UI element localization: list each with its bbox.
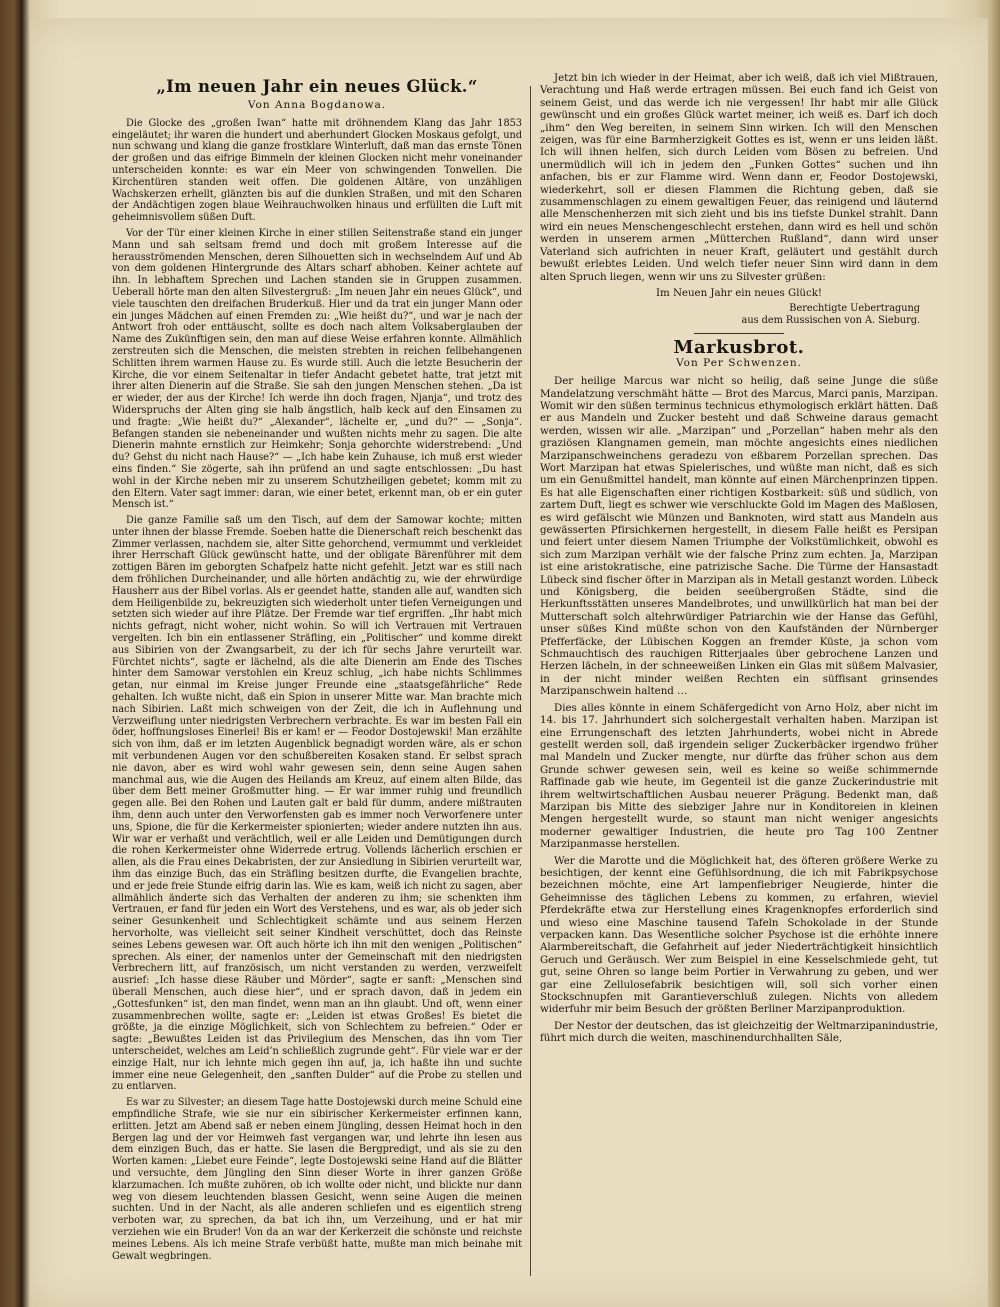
newspaper-page — [30, 18, 988, 1307]
article-paragraph: Der heilige Marcus war nicht so heilig, daß seine Junge die süße Mandelatzung verschmäht hätte — Brot des Marcus, Marci panis, Marzipan. Womit wir den süßen terminus technicus ethymologisch erklärt hätten. Daß er aus Mandeln und Zucker besteht und daß Schweine daraus gemacht werden, wissen wir alle. „Marzipan“ und „Porzellan“ haben mehr als den graziösen Klangnamen gemein, man möchte angesichts eines niedlichen Marzipanschweinchens geradezu von eßbarem Porzellan sprechen. Das Wort Marzipan hat etwas Spielerisches, und wüßte man nicht, daß es sich um ein Genußmittel handelt, man könnte auf einen Märchenprinzen tippen. Es hat alle Eigenschaften einer richtigen Kostbarkeit: süß und südlich, von zartem Duft, liegt es schwer wie verschluckte Gold im Magen des Maßlosen, es wird gefälscht wie Münzen und Banknoten, wird statt aus Mandeln aus gewässerten Pfirsichkernen hergestellt, in diesem Falle heißt es Persipan und feiert unter diesem Namen Triumphe der Volkstümlichkeit, obwohl es sich zum Marzipan verhält wie der falsche Prinz zum echten. Ja, Marzipan ist eine aristokratische, eine patrizische Sache. Die Türme der Hansastadt Lübeck sind fischer öfter in Marzipan als in Metall gestanzt worden. Lübeck und Königsberg, die beiden seeübergroßen Städte, sind die Herkunftsstätten unseres Mandelbrotes, und unwillkürlich hat man bei der Mutterschaft solch altehrwürdiger Patriarchin wie der Hanse das Gefühl, unser süßes Kind müßte schon von den Kaufständen der Nürnberger Pfefferfäcke, der Lübischen Koggen an fremder Küste, ja schon vom Schmauchtisch des rauchigen Ritterjaales über gebrochene Lanzen und Herzen lächeln, in der schneeweißen Linken ein Glas mit süßem Malvasier, in der nicht minder weißen Rechten ein süffisant grinsendes Marzipanschwein haltend … — [540, 375, 938, 698]
article-paragraph: Vor der Tür einer kleinen Kirche in einer stillen Seitenstraße stand ein junger Mann und sah seltsam fremd und doch mit großem Interesse auf die herausströmenden Menschen, deren Silhouetten sich in wechselndem Auf und Ab von dem goldenen Hintergrunde des Altars scharf abhoben. Keiner achtete auf ihn. In lebhaftem Sprechen und Lachen standen sie in Gruppen zusammen. Ueberall hörte man den alten Silvestergruß: „Im neuen Jahr ein neues Glück“, und viele tauschten den dreifachen Bruderkuß. Hier und da trat ein junger Mann oder ein junges Mädchen auf einen Fremden zu: „Wie heißt du?“, und war je nach der Antwort froh oder enttäuscht, sollte es doch nach altem Volksaberglauben der Name des Zukünftigen sein, den man auf diese Weise erfahren konnte. Allmählich zerstreuten sich die Menschen, die meisten strebten in reichen fellbehangenen Schlitten ihrem warmen Hause zu. Es wurde still. Auch die letzte Besucherin der Kirche, die vor einem Seitenaltar in tiefer Andacht gebetet hatte, trat jetzt mit ihrer alten Dienerin auf die Straße. Sie sah den jungen Menschen stehen. „Da ist er wieder, der aus der Kirche! Ich werde ihn doch fragen, Njanja“, und trotz des Widerspruchs der Alten ging sie halb ängstlich, halb keck auf den Einsamen zu und fragte: „Wie heißt du?“ „Alexander“, lächelte er, „und du?“ — „Sonja“. Befangen standen sie nebeneinander und wußten nichts mehr zu sagen. Die alte Dienerin mahnte ernstlich zur Heimkehr; Sonja gehorchte widerstrebend: „Und du? Gehst du nicht nach Hause?“ — „Ich habe kein Zuhause, ich muß erst wieder eins finden.“ Sie zögerte, sah ihn prüfend an und sagte entschlossen: „Du hast wohl in der Kirche neben mir zu unserem Schutzheiligen gebetet; komm mit zu den Eltern. Vater sagt immer: daran, wie einer betet, erkennt man, ob er ein guter Mensch ist.“ — [112, 227, 522, 511]
article-paragraph: Dies alles könnte in einem Schäfergedicht von Arno Holz, aber nicht im 14. bis 17. Jahrhundert sich solchergestalt verhalten haben. Marzipan ist eine Errungenschaft des letzten Jahrhunderts, wobei nicht in Abrede gestellt werden soll, daß irgendein seliger Zuckerbäcker irgendwo früher mal Mandeln und Zucker mengte, nur dürfte das früher schon aus dem Grunde schwer gewesen sein, weil es keine so weiße schimmernde Raffinade gab wie heute, im Gegenteil ist die ganze Zuckerindustrie mit ihrem weltwirtschaftlichen Ausbau neuerer Prägung. Bedenkt man, daß Marzipan bis Mitte des siebziger Jahre nur in Konditoreien in kleinen Mengen hergestellt wurde, so staunt man nicht weniger angesichts moderner gewaltiger Industrien, die heute pro Tag 100 Zentner Marzipanmasse herstellen. — [540, 701, 938, 851]
right-column — [540, 72, 938, 1049]
credit-line: Berechtigte Uebertragung — [789, 303, 920, 315]
article-author: Von Anna Bogdanowa. — [247, 99, 387, 111]
article-closing: Im Neuen Jahr ein neues Glück! — [655, 286, 823, 299]
article-paragraph: Es war zu Silvester; an diesem Tage hatte Dostojewski durch meine Schuld eine empfindliche Strafe, wie sie nur ein sibirischer Kerkermeister erfinnen kann, erlitten. Jetzt am Abend saß er neben einem Jüngling, dessen Heimat hoch in den Bergen lag und der vor Heimweh fast vergangen war, und lehrte ihn lesen aus dem einzigen Buch, das er hatte. Sie lasen die Bergpredigt, und als sie zu den Worten kamen: „Liebet eure Feinde“, legte Dostojewski seine Hand auf die Blätter und versuchte, dem Jüngling den Sinn dieser Worte in ihrer ganzen Größe klarzumachen. Ich mußte zuhören, ob ich wollte oder nicht, und blickte nur dann weg von diesem leuchtenden blassen Gesicht, wenn seine Augen die meinen suchten. Und in der Nacht, als alle anderen schliefen und es eigentlich streng verboten war, zu sprechen, da bat ich ihn, um Verzeihung, und er hat mir verziehen wie ein Bruder! Von da an war der Kerkerzeit die schönste und reichste meines Lebens. Als ich meine Strafe verbüßt hatte, mußte man mich beinahe mit Gewalt wegbringen. — [112, 1097, 522, 1262]
translation-credit — [540, 303, 920, 327]
article-title: Markusbrot. — [673, 337, 805, 359]
credit-line: aus dem Russischen von A. Sieburg. — [741, 315, 920, 327]
article-paragraph: Die Glocke des „großen Iwan“ hatte mit dröhnendem Klang das Jahr 1853 eingeläutet; ihr waren die hundert und aberhundert Glocken Moskaus gefolgt, und nun schwang und klang die ganze frostklare Winterluft, daß man das ernste Tönen der großen und das eifrige Bimmeln der kleinen Glocken nicht mehr voneinander unterscheiden konnte: es war ein Meer von schwingenden Tonwellen. Die Kirchentüren standen weit offen. Die goldenen Altäre, von unzähligen Wachskerzen erhellt, glänzten bis auf die dunklen Straßen, und mit den Scharen der Andächtigen zogen blaue Weihrauchwolken hinaus und erfüllten die Luft mit geheimnisvollem süßen Duft. — [112, 117, 522, 224]
article-paragraph: Die ganze Familie saß um den Tisch, auf dem der Samowar kochte; mitten unter ihnen der blasse Fremde. Soeben hatte die Dienerschaft reich beschenkt das Zimmer verlassen, nachdem sie, alter Sitte gehorchend, vermummt und verkleidet ihrer Herrschaft Glück gewünscht hatte, und der obligate Bärenführer mit dem zottigen Bären im geborgten Schafpelz hatte nicht gefehlt. Jetzt war es still nach dem fröhlichen Durcheinander, und alle hörten andächtig zu, wie der ehrwürdige Hausherr aus der Bibel vorlas. Als er geendet hatte, standen alle auf, wandten sich dem Heiligenbilde zu, bekreuzigten sich wiederholt unter tiefen Verneigungen und setzten sich wieder auf ihre Plätze. Der Fremde war tief ergriffen. „Ihr habt mich nichts gefragt, nicht woher, nicht wohin. So will ich Vertrauen mit Vertrauen vergelten. Ich bin ein entlassener Sträfling, ein „Politischer“ und komme direkt aus Sibirien von der Zwangsarbeit, zu der ich für sechs Jahre verurteilt war. Fürchtet nichts“, sagte er lächelnd, als die alte Dienerin am Ende des Tisches hinter dem Samowar verstohlen ein Kreuz schlug, „ich habe nichts Schlimmes getan, nur einmal im Kreise junger Freunde eine „staatsgefährliche“ Rede gehalten. Ich wußte nicht, daß ein Spion in unserer Mitte war. Man brachte mich nach Sibirien. Laßt mich schweigen von der Zeit, die ich in Auflehnung und Verzweiflung unter niedrigsten Verbrechern verbrachte. Es war im besten Fall ein öder, hoffnungsloses Einerlei! Bis er kam! er — Feodor Dostojewski! Man erzählte sich von ihm, daß er im letzten Augenblick begnadigt worden wäre, als er schon mit verbundenen Augen vor den schußbereiten Kosaken stand. Er selbst sprach nie davon, aber es wird wohl wahr gewesen sein, denn seine Augen sahen manchmal aus, wie die Augen des Heilands am Kreuz, auf einem alten Bilde, das über dem Bett meiner Großmutter hing. — Er war immer ruhig und freundlich gegen alle. Bei den Rohen und Lauten galt er bald für dumm, andere mißtrauten ihm, denn auch unter den Verworfensten gab es immer noch Verworfenere unter uns, Spione, die für die Kerkermeister spionierten; wieder andere nutzten ihn aus. Wir war er verhaßt und verächtlich, weil er alle Leiden und Demütigungen durch die rohen Kerkermeister ohne Widerrede ertrug. Vollends lächerlich erschien er allen, als die Frau eines Dekabristen, der zur Ansiedlung in Sibirien verurteilt war, ihm das einzige Buch, das ein Sträfling besitzen durfte, die Evangelien brachte, und er jede freie Stunde eifrig darin las. Wie es kam, weiß ich nicht zu sagen, aber allmählich änderte sich das Verhalten der anderen zu ihm; sie schenkten ihm Vertrauen, er fand für jeden ein Wort des Verstehens, und es war, als ob jeder sich seiner Gesunkenheit und Schlechtigkeit schämte und aus seinem Herzen hervorholte, was vielleicht seit seiner Kindheit verschüttet, doch das Reinste seines Lebens gewesen war. Oft auch hörte ich ihn mit den wenigen „Politischen“ sprechen. Als einer, der namenlos unter der Gemeinschaft mit den niedrigsten Verbrechern litt, auf französisch, um nicht verstanden zu werden, verzweifelt ausrief: „Ich hasse diese Räuber und Mörder“, sagte er sanft: „Menschen sind überall Menschen, auch diese hier“, und er sprach davon, daß in jedem ein „Gottesfunken“ ist, den man findet, wenn man an ihn glaubt. Und oft, wenn einer zusammenbrechen wollte, sagte er: „Leiden ist etwas Großes! Es bietet die größte, ja die einzige Möglichkeit, sich von Schlechtem zu befreien.“ Oder er sagte: „Bewußtes Leiden ist das Privilegium des Menschen, das ihn vom Tier unterscheidet, welches am Leid’n schließlich zugrunde geht“. Für viele war er der einzige Halt, nur ich lehnte mich gegen ihn auf, ja, ich haßte ihn und suchte immer eine neue Gelegenheit, den „sanften Dulder“ auf die Probe zu stellen und zu entlarven. — [112, 515, 522, 1093]
left-column — [112, 76, 522, 1266]
article-paragraph: Wer die Marotte und die Möglichkeit hat, des öfteren größere Werke zu besichtigen, der kennt eine Gefühlsordnung, die ich mit Fabrikpsychose bezeichnen möchte, eine Art lampenfiebriger Neugierde, hinter die Geheimnisse des täglichen Lebens zu kommen, zu erfahren, wieviel Pferdekräfte etwa zur Herstellung eines Kragenknopfes erforderlich sind und wieso eine Maschine tausend Tafeln Schokolade in der Stunde verpacken kann. Das Wesentliche solcher Psychose ist die erhöhte innere Alarmbereitschaft, die Gefahrheit auf jeder Niederträchtigkeit hinsichtlich Geruch und Geräusch. Wer zum Beispiel in eine Kesselschmiede geht, tut gut, seine Ohren so lange beim Portier in Verwahrung zu geben, und wer gar eine Zellulosefabrik besichtigen will, soll sich vorher einen Stockschnupfen mit Garantieverschluß zulegen. Nichts von alledem widerfuhr mir beim Besuch der größten Berliner Marzipanproduktion. — [540, 854, 938, 1016]
article-separator — [694, 333, 784, 334]
article-author: Von Per Schwenzen. — [676, 356, 802, 369]
column-divider — [530, 86, 531, 1276]
article-paragraph: Der Nestor der deutschen, das ist gleichzeitig der Weltmarzipanindustrie, führt mich durch die weiten, maschinendurchhallten Säle, — [540, 1019, 938, 1045]
article-title: „Im neuen Jahr ein neues Glück.“ — [156, 77, 478, 96]
article-paragraph: Jetzt bin ich wieder in der Heimat, aber ich weiß, daß ich viel Mißtrauen, Verachtung und Haß werde ertragen müssen. Bei euch fand ich Geist von seinem Geist, und das werde ich nie vergessen! Ihr habt mir alle Glück gewünscht und ein großes Glück wartet meiner, ich weiß es. Darf ich doch „ihm“ den Weg bereiten, in seinem Sinn wirken. Ich will den Menschen zeigen, was für eine Barmherzigkeit Gottes es ist, wenn er uns leiden läßt. Ich will ihnen helfen, sich durch Leiden vom Bösen zu befreien. Und unermüdlich will ich in jedem den „Funken Gottes“ suchen und ihn anfachen, bis er zur Flamme wird. Wenn dann er, Feodor Dostojewski, wiederkehrt, soll er diesen Flammen die Richtung geben, daß sie zusammenschlagen zu einem gewaltigen Feuer, das reinigend und läuternd alle Menschenherzen mit sich zieht und bis ins tiefste Dunkel strahlt. Dann wird ein neues Menschengeschlecht erstehen, dann wird es hell und schön werden in unserem armen „Mütterchen Rußland“, dann wird unser Vaterland sich aufrichten in neuer Kraft, geläutert und gestählt durch bewußt erlebtes Leiden. Und welch tiefer neuer Sinn wird dann in dem alten Spruch liegen, wenn wir uns zu Silvester grüßen: — [540, 72, 938, 283]
